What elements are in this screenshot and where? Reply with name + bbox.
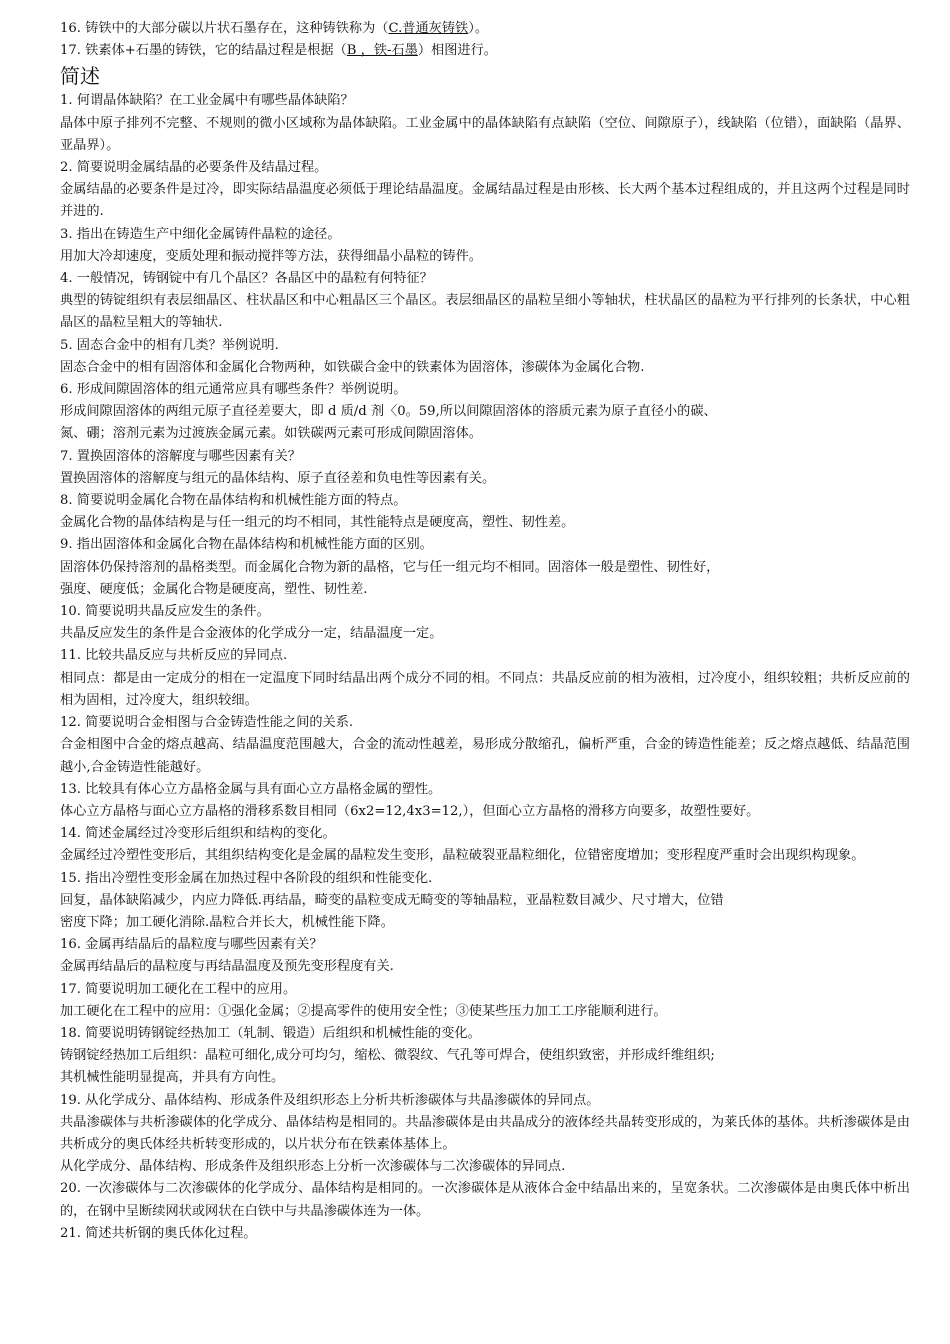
question-line: 9. 指出固溶体和金属化合物在晶体结构和机械性能方面的区别。 [60, 537, 433, 553]
answer-paragraph: 加工硬化在工程中的应用：①强化金属；②提高零件的使用安全性；③使某些压力加工工序能顺利进行。 [60, 1003, 667, 1019]
answer-paragraph: 用加大冷却速度，变质处理和振动搅拌等方法，获得细晶小晶粒的铸件。 [60, 248, 482, 264]
qa-item [60, 335, 910, 379]
answer-paragraph: 金属结晶的必要条件是过冷，即实际结晶温度必须低于理论结晶温度。金属结晶过程是由形核、长大两个基本过程组成的，并且这两个过程是同时并进的. [60, 182, 910, 220]
answer-paragraph: 金属经过冷塑性变形后，其组织结构变化是金属的晶粒发生变形，晶粒破裂亚晶粒细化，位错密度增加；变形程度严重时会出现织构现象。 [60, 848, 865, 864]
question-line: 1. 何谓晶体缺陷？在工业金属中有哪些晶体缺陷？ [60, 93, 354, 109]
qa-item [60, 268, 910, 335]
intro-question-tail: ）相图进行。 [417, 43, 497, 59]
answer-paragraph: 共晶反应发生的条件是合金液体的化学成分一定，结晶温度一定。 [60, 626, 443, 642]
intro-item [60, 40, 910, 62]
qa-item [60, 1023, 910, 1090]
qa-item [60, 934, 910, 978]
qa-item [60, 490, 910, 534]
question-line: 从化学成分、晶体结构、形成条件及组织形态上分析一次渗碳体与二次渗碳体的异同点. [60, 1159, 566, 1175]
qa-item [60, 712, 910, 779]
question-line: 4. 一般情况，铸钢锭中有几个晶区？各晶区中的晶粒有何特征？ [60, 271, 433, 287]
qa-item [60, 224, 910, 268]
answer-line: 其机械性能明显提高，并具有方向性。 [60, 1070, 285, 1086]
qa-item [60, 823, 910, 867]
intro-question-text: 16. 铸铁中的大部分碳以片状石墨存在，这种铸铁称为（ [60, 21, 389, 36]
intro-item [60, 18, 910, 40]
answer-paragraph: 固态合金中的相有固溶体和金属化合物两种，如铁碳合金中的铁素体为固溶体，渗碳体为金属化合物. [60, 359, 645, 375]
question-line: 21. 简述共析钢的奥氏体化过程。 [60, 1225, 257, 1241]
qa-list [60, 90, 910, 1245]
question-line: 12. 简要说明合金相图与合金铸造性能之间的关系. [60, 715, 354, 731]
answer-paragraph: 置换固溶体的溶解度与组元的晶体结构、原子直径差和负电性等因素有关。 [60, 470, 496, 486]
intro-answer: B ，铁-石墨 [346, 43, 418, 59]
answer-paragraph: 相同点：都是由一定成分的相在一定温度下同时结晶出两个成分不同的相。不同点：共晶反应前的相为液相，过冷度小，组织较粗；共析反应前的相为固相，过冷度大，组织较细。 [60, 670, 910, 708]
answer-paragraph: 晶体中原子排列不完整、不规则的微小区域称为晶体缺陷。工业金属中的晶体缺陷有点缺陷（空位、间隙原子），线缺陷（位错），面缺陷（晶界、亚晶界）。 [60, 115, 910, 153]
question-line: 5. 固态合金中的相有几类？举例说明. [60, 337, 279, 353]
intro-question-tail: ）。 [468, 21, 489, 36]
question-line: 13. 比较具有体心立方晶格金属与具有面心立方晶格金属的塑性。 [60, 781, 442, 797]
answer-line: 密度下降；加工硬化消除.晶粒合并长大，机械性能下降。 [60, 914, 394, 930]
qa-item [60, 868, 910, 935]
question-line: 2. 简要说明金属结晶的必要条件及结晶过程。 [60, 160, 328, 176]
qa-item [60, 157, 910, 224]
answer-paragraph: 典型的铸锭组织有表层细晶区、柱状晶区和中心粗晶区三个晶区。表层细晶区的晶粒呈细小等轴状，柱状晶区的晶粒为平行排列的长条状，中心粗晶区的晶粒呈粗大的等轴状. [60, 293, 910, 331]
qa-item [60, 1156, 910, 1223]
answer-line: 形成间隙固溶体的两组元原子直径差要大，即 d 质/d 剂〈0。59,所以间隙固溶体的溶质元素为原子直径小的碳、 [60, 404, 717, 420]
question-line: 17. 简要说明加工硬化在工程中的应用。 [60, 981, 297, 997]
qa-item [60, 601, 910, 645]
answer-line: 固溶体仍保持溶剂的晶格类型。而金属化合物为新的晶格，它与任一组元均不相同。固溶体一般是塑性、韧性好， [60, 559, 720, 575]
question-line: 16. 金属再结晶后的晶粒度与哪些因素有关？ [60, 937, 323, 953]
question-line: 10. 简要说明共晶反应发生的条件。 [60, 604, 270, 620]
qa-item [60, 446, 910, 490]
qa-item [60, 1090, 910, 1157]
answer-paragraph: 20. 一次渗碳体与二次渗碳体的化学成分、晶体结构是相同的。一次渗碳体是从液体合金中结晶出来的，呈宽条状。二次渗碳体是由奥氏体中析出的，在钢中呈断续网状或网状在白铁中与共晶渗碳体连为一体。 [60, 1181, 910, 1219]
question-line: 15. 指出冷塑性变形金属在加热过程中各阶段的组织和性能变化. [60, 870, 433, 886]
qa-item [60, 379, 910, 446]
question-line: 7. 置换固溶体的溶解度与哪些因素有关？ [60, 448, 301, 464]
question-line: 8. 简要说明金属化合物在晶体结构和机械性能方面的特点。 [60, 493, 407, 509]
answer-paragraph: 金属再结晶后的晶粒度与再结晶温度及预先变形程度有关. [60, 959, 394, 975]
question-line: 6. 形成间隙固溶体的组元通常应具有哪些条件？举例说明。 [60, 382, 407, 398]
qa-item [60, 90, 910, 157]
intro-block [60, 18, 910, 62]
answer-paragraph: 体心立方晶格与面心立方晶格的滑移系数目相同（6x2=12,4x3=12,），但面心立方晶格的滑移方向要多，故塑性要好。 [60, 803, 760, 819]
answer-paragraph: 共晶渗碳体与共析渗碳体的化学成分、晶体结构是相同的。共晶渗碳体是由共晶成分的液体经共晶转变形成的，为莱氏体的基体。共析渗碳体是由共析成分的奥氏体经共析转变形成的，以片状分布在铁素体基体上。 [60, 1114, 910, 1152]
answer-line: 回复，晶体缺陷减少，内应力降低.再结晶，畸变的晶粒变成无畸变的等轴晶粒，亚晶粒数目减少、尺寸增大，位错 [60, 892, 724, 908]
question-line: 19. 从化学成分、晶体结构、形成条件及组织形态上分析共析渗碳体与共晶渗碳体的异同点。 [60, 1092, 600, 1108]
question-line: 18. 简要说明铸钢锭经热加工（轧制、锻造）后组织和机械性能的变化。 [60, 1025, 481, 1041]
question-line: 11. 比较共晶反应与共析反应的异同点. [60, 648, 288, 664]
question-line: 14. 简述金属经过冷变形后组织和结构的变化。 [60, 826, 336, 842]
answer-paragraph: 合金相图中合金的熔点越高、结晶温度范围越大，合金的流动性越差，易形成分散缩孔，偏析严重，合金的铸造性能差；反之熔点越低、结晶范围越小,合金铸造性能越好。 [60, 737, 910, 775]
answer-paragraph: 金属化合物的晶体结构是与任一组元的均不相同，其性能特点是硬度高，塑性、韧性差。 [60, 515, 575, 531]
qa-item [60, 979, 910, 1023]
qa-item [60, 1223, 910, 1245]
qa-item [60, 534, 910, 601]
intro-answer: C.普通灰铸铁 [388, 21, 469, 36]
answer-line: 铸钢锭经热加工后组织：晶粒可细化,成分可均匀，缩松、微裂纹、气孔等可焊合，使组织致密，并形成纤维组织; [60, 1048, 715, 1064]
qa-item [60, 645, 910, 712]
qa-item [60, 779, 910, 823]
answer-line: 强度、硬度低；金属化合物是硬度高，塑性、韧性差. [60, 581, 368, 597]
section-title: 简述 [60, 64, 100, 89]
question-line: 3. 指出在铸造生产中细化金属铸件晶粒的途径。 [60, 226, 341, 242]
intro-question-text: 17. 铁素体+石墨的铸铁，它的结晶过程是根据（ [60, 43, 347, 59]
answer-line: 氮、硼；溶剂元素为过渡族金属元素。如铁碳两元素可形成间隙固溶体。 [60, 426, 482, 442]
